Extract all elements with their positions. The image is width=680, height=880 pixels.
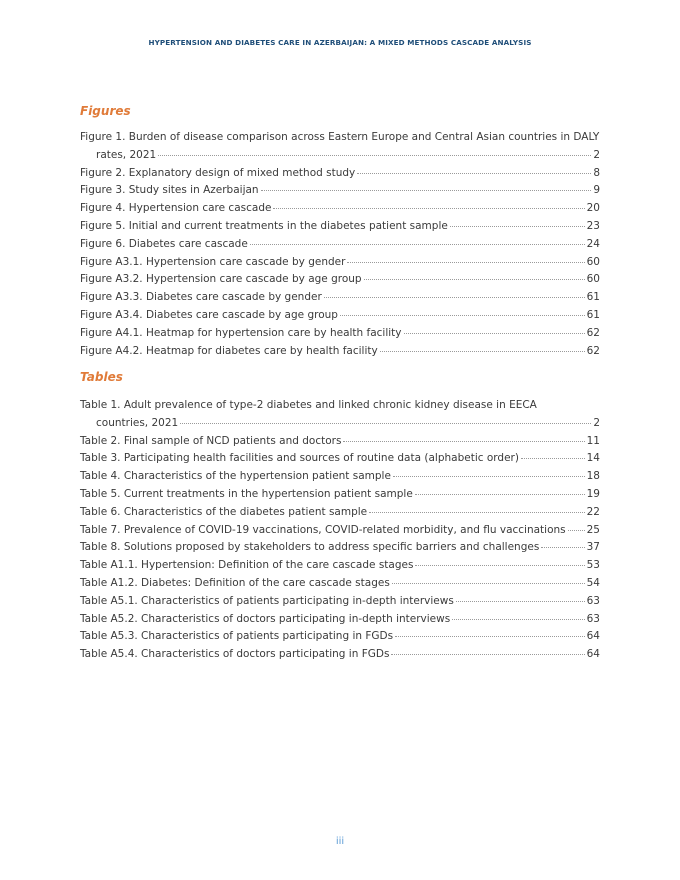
toc-page-number: 61: [586, 291, 600, 304]
toc-entry-title: Table A5.4. Characteristics of doctors participating in FGDs: [80, 648, 390, 661]
dot-leader: [450, 226, 585, 227]
dot-leader: [568, 530, 585, 531]
dot-leader: [250, 244, 585, 245]
table-toc-entry[interactable]: [80, 468, 600, 486]
table-toc-entry[interactable]: [80, 575, 600, 593]
figures-heading: Figures: [80, 104, 131, 118]
toc-page-number: 61: [586, 308, 600, 321]
dot-leader: [324, 297, 585, 298]
figure-toc-entry[interactable]: [80, 289, 600, 307]
toc-entry-title: Table 6. Characteristics of the diabetes patient sample: [80, 505, 368, 518]
toc-page-number: 2: [593, 148, 600, 161]
toc-page-number: 20: [586, 202, 600, 215]
table-toc-entry[interactable]: [80, 450, 600, 468]
toc-entry-title: Table A5.3. Characteristics of patients participating in FGDs: [80, 630, 394, 643]
dot-leader: [521, 458, 585, 459]
dot-leader: [541, 547, 584, 548]
toc-entry-title: Table 4. Characteristics of the hypertension patient sample: [80, 470, 391, 483]
table-toc-entry[interactable]: [80, 433, 600, 451]
toc-page-number: 53: [586, 559, 600, 572]
toc-page-number: 62: [586, 326, 600, 339]
toc-entry-title: Table A5.1. Characteristics of patients participating in-depth interviews: [80, 594, 454, 607]
toc-entry-title-continuation: countries, 2021: [96, 416, 179, 429]
table-toc-entry[interactable]: [80, 504, 600, 522]
toc-page-number: 24: [586, 237, 600, 250]
toc-entry-title: Table 2. Final sample of NCD patients and doctors: [80, 434, 342, 447]
toc-entry-title: Figure A3.3. Diabetes care cascade by gender: [80, 291, 322, 304]
running-header: HYPERTENSION AND DIABETES CARE IN AZERBAIJAN: A MIXED METHODS CASCADE ANALYSIS: [148, 38, 532, 47]
dot-leader: [415, 565, 584, 566]
dot-leader: [158, 155, 591, 156]
toc-page-number: 54: [586, 576, 600, 589]
toc-entry-title: Table 1. Adult prevalence of type-2 diabetes and linked chronic kidney disease in EECA: [80, 399, 537, 411]
toc-page-number: 18: [586, 470, 600, 483]
toc-page-number: 11: [586, 434, 600, 447]
toc-page-number: 22: [586, 505, 600, 518]
toc-entry-title: Table 5. Current treatments in the hypertension patient sample: [80, 487, 413, 500]
dot-leader: [364, 279, 585, 280]
table-toc-entry[interactable]: [80, 557, 600, 575]
toc-page-number: 63: [586, 594, 600, 607]
table-toc-entry[interactable]: [80, 628, 600, 646]
toc-page-number: 60: [586, 273, 600, 286]
toc-entry-title: Table 8. Solutions proposed by stakeholders to address specific barriers and challenges: [80, 541, 540, 554]
toc-page-number: 2: [593, 416, 600, 429]
dot-leader: [380, 351, 585, 352]
figure-toc-entry[interactable]: [80, 200, 600, 218]
toc-page-number: 25: [586, 523, 600, 536]
figure-toc-entry[interactable]: [80, 271, 600, 289]
dot-leader: [369, 512, 585, 513]
figure-toc-entry[interactable]: [80, 165, 600, 183]
dot-leader: [395, 636, 585, 637]
dot-leader: [393, 476, 585, 477]
tables-list: [80, 397, 600, 664]
figure-toc-entry[interactable]: [80, 218, 600, 236]
toc-entry-title: Table 7. Prevalence of COVID-19 vaccinations, COVID-related morbidity, and flu vaccinations: [80, 523, 566, 536]
toc-entry-title: Figure A4.2. Heatmap for diabetes care by health facility: [80, 344, 378, 357]
toc-page-number: 23: [586, 219, 600, 232]
toc-page-number: 60: [586, 255, 600, 268]
toc-entry-title: Figure 4. Hypertension care cascade: [80, 202, 272, 215]
toc-page-number: 9: [593, 184, 600, 197]
toc-entry-title: Figure 6. Diabetes care cascade: [80, 237, 248, 250]
dot-leader: [452, 619, 584, 620]
figure-toc-entry[interactable]: [80, 325, 600, 343]
dot-leader: [261, 190, 592, 191]
toc-page-number: 64: [586, 648, 600, 661]
toc-entry-title: Table A1.1. Hypertension: Definition of the care cascade stages: [80, 559, 414, 572]
toc-entry-title: Table A5.2. Characteristics of doctors participating in-depth interviews: [80, 612, 451, 625]
toc-entry-title: Table A1.2. Diabetes: Definition of the care cascade stages: [80, 576, 390, 589]
tables-heading: Tables: [80, 370, 123, 384]
toc-page-number: 62: [586, 344, 600, 357]
figures-list: [80, 129, 600, 360]
toc-page-number: 19: [586, 487, 600, 500]
dot-leader: [404, 333, 585, 334]
table-toc-entry[interactable]: [80, 611, 600, 629]
table-toc-entry[interactable]: [80, 486, 600, 504]
toc-page-number: 14: [586, 452, 600, 465]
toc-page-number: 8: [593, 166, 600, 179]
toc-entry-title: Table 3. Participating health facilities and sources of routine data (alphabetic order): [80, 452, 519, 465]
dot-leader: [391, 654, 584, 655]
table-toc-entry[interactable]: [80, 646, 600, 664]
toc-entry-title: Figure A4.1. Heatmap for hypertension care by health facility: [80, 326, 402, 339]
toc-entry-title: Figure A3.4. Diabetes care cascade by age group: [80, 308, 338, 321]
dot-leader: [273, 208, 584, 209]
toc-page-number: 63: [586, 612, 600, 625]
toc-entry-title: Figure 5. Initial and current treatments in the diabetes patient sample: [80, 219, 448, 232]
figure-toc-entry[interactable]: [80, 254, 600, 272]
figure-toc-entry[interactable]: [80, 236, 600, 254]
toc-entry-title: Figure A3.2. Hypertension care cascade by age group: [80, 273, 362, 286]
figure-toc-entry[interactable]: [80, 343, 600, 361]
dot-leader: [340, 315, 585, 316]
table-toc-entry[interactable]: [80, 397, 600, 433]
dot-leader: [343, 441, 584, 442]
dot-leader: [456, 601, 585, 602]
toc-page-number: 64: [586, 630, 600, 643]
toc-page-number: 37: [586, 541, 600, 554]
table-toc-entry[interactable]: [80, 522, 600, 540]
toc-entry-title-continuation: rates, 2021: [96, 148, 157, 161]
toc-entry-title: Figure 3. Study sites in Azerbaijan: [80, 184, 259, 197]
toc-entry-title: Figure 2. Explanatory design of mixed method study: [80, 166, 356, 179]
dot-leader: [392, 583, 585, 584]
toc-entry-title: Figure A3.1. Hypertension care cascade by gender: [80, 255, 346, 268]
dot-leader: [357, 173, 591, 174]
page-number: iii: [335, 836, 345, 847]
figure-toc-entry[interactable]: [80, 129, 600, 165]
dot-leader: [347, 262, 584, 263]
dot-leader: [415, 494, 585, 495]
table-toc-entry[interactable]: [80, 539, 600, 557]
figure-toc-entry[interactable]: [80, 182, 600, 200]
dot-leader: [180, 423, 591, 424]
toc-entry-title: Figure 1. Burden of disease comparison across Eastern Europe and Central Asian countries in DALY: [80, 131, 600, 143]
figure-toc-entry[interactable]: [80, 307, 600, 325]
table-toc-entry[interactable]: [80, 593, 600, 611]
